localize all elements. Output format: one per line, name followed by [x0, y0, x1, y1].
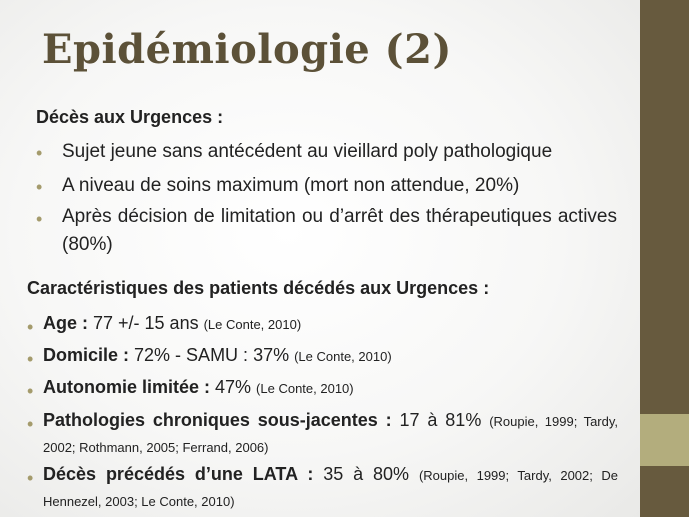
section1-heading: Décès aux Urgences :: [36, 107, 224, 127]
item-label: Domicile :: [43, 345, 130, 365]
section1-item: A niveau de soins maximum (mort non attendue, 20%): [62, 175, 520, 196]
section2-item: [43, 375, 618, 401]
section2-item: [43, 462, 618, 514]
section1-item: Sujet jeune sans antécédent au vieillard poly pathologique: [62, 141, 553, 162]
section2-item: [43, 311, 618, 337]
item-label: Pathologies chroniques sous-jacentes :: [43, 410, 392, 430]
section2-heading: Caractéristiques des patients décédés aux Urgences :: [27, 278, 490, 298]
item-reference: (Le Conte, 2010): [256, 381, 354, 396]
item-reference: (Le Conte, 2010): [203, 317, 302, 332]
item-label: Décès précédés d’une LATA :: [43, 464, 314, 484]
item-value: 47%: [210, 377, 257, 397]
bullet-dot: •: [36, 209, 43, 229]
item-value: 77 +/- 15 ans: [88, 313, 204, 333]
bullet-dot: •: [27, 381, 34, 401]
item-value: 72% - SAMU : 37%: [129, 345, 295, 365]
item-reference: (Roupie, 1999; Tardy, 2002; De Hennezel, 2003; Le Conte, 2010): [43, 468, 618, 509]
item-label: Autonomie limitée :: [43, 377, 211, 397]
item-value: 17 à 81%: [391, 410, 490, 430]
slide-title: Epidémiologie (2): [42, 26, 452, 73]
bullet-dot: •: [27, 414, 34, 434]
item-reference: (Roupie, 1999; Tardy, 2002; Rothmann, 2005; Ferrand, 2006): [43, 414, 619, 455]
side-bar-accent: [640, 414, 689, 466]
section1-item: Après décision de limitation ou d’arrêt des thérapeutiques actives (80%): [62, 206, 617, 255]
side-bar-top: [640, 0, 689, 414]
section2-item: [43, 343, 618, 369]
item-label: Age :: [43, 313, 88, 333]
bullet-dot: •: [27, 317, 34, 337]
section2-item: [43, 408, 618, 460]
bullet-dot: •: [36, 143, 43, 163]
item-reference: (Le Conte, 2010): [294, 349, 392, 364]
item-value: 35 à 80%: [313, 464, 419, 484]
bullet-dot: •: [27, 468, 34, 488]
side-bar-bottom: [640, 466, 689, 517]
bullet-dot: •: [36, 177, 43, 197]
bullet-dot: •: [27, 349, 34, 369]
